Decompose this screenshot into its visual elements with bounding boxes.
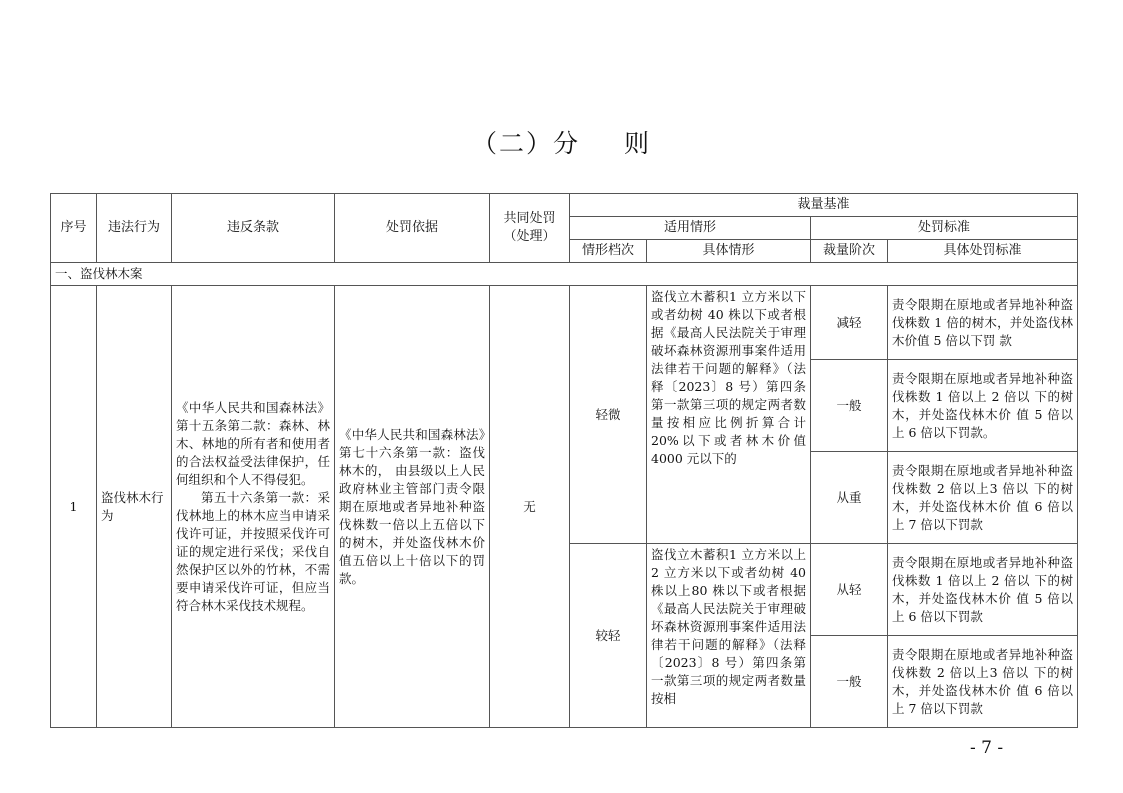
row-basis: 《中华人民共和国森林法》第七十六条第一款：盗伐林木的， 由县级以上人民政府林业主管部门责令限期在原地或者异地补种盗伐株数一倍以上五倍以下的树木，并处盗伐林木价值五倍以上十倍以下的罚款。 (335, 286, 490, 728)
header-standard: 处罚标准 (811, 217, 1078, 240)
header-joint-line1: 共同处罚 (503, 211, 556, 226)
header-behavior: 违法行为 (97, 194, 172, 263)
clause-paragraph-1: 《中华人民共和国森林法》第十五条第二款：森林、林木、林地的所有者和使用者的合法权益受法律保护，任何组织和个人不得侵犯。 (176, 399, 330, 487)
header-clause: 违反条款 (172, 194, 335, 263)
situation-light: 盗伐立木蓄积1 立方米以上 2 立方米以下或者幼树 40 株以上80 株以下或者根据《最高人民法院关于审理破坏森林资源刑事案件适用法律若干问题的解释》（法释〔2023〕8 号）第四条第一款第三项的规定两者数量按相 (647, 544, 811, 728)
page-number: - 7 - (970, 738, 1004, 758)
section-title: 一、盗伐林木案 (51, 263, 1078, 286)
level-general: 一般 (811, 360, 888, 452)
header-benchmark: 裁量基准 (570, 194, 1078, 217)
header-grade: 情形档次 (570, 240, 647, 263)
penalty-lenient: 责令限期在原地或者异地补种盗伐株数 1 倍以上 2 倍以 下的树木，并处盗伐林木价 值 5 倍以上 6 倍以下罚款 (888, 544, 1078, 636)
row-clause (172, 286, 335, 728)
grade-minor: 轻微 (570, 286, 647, 544)
row-behavior: 盗伐林木行为 (97, 286, 172, 728)
header-penalty: 具体处罚标准 (888, 240, 1078, 263)
header-situation: 具体情形 (647, 240, 811, 263)
level-mitigated: 减轻 (811, 286, 888, 360)
header-joint (490, 194, 570, 263)
page-title (0, 124, 1123, 160)
header-joint-line2: （处理） (503, 229, 556, 244)
grade-light: 较轻 (570, 544, 647, 728)
row-seq: 1 (51, 286, 97, 728)
penalty-general: 责令限期在原地或者异地补种盗伐株数 1 倍以上 2 倍以 下的树木，并处盗伐林木价 值 5 倍以上 6 倍以下罚款。 (888, 360, 1078, 452)
penalty-aggravated: 责令限期在原地或者异地补种盗伐株数 2 倍以上3 倍以 下的树木，并处盗伐林木价 值 6 倍以上 7 倍以下罚款 (888, 452, 1078, 544)
header-level: 裁量阶次 (811, 240, 888, 263)
page-title-part1: （二）分 (471, 129, 580, 158)
header-seq: 序号 (51, 194, 97, 263)
row-joint: 无 (490, 286, 570, 728)
penalty-mitigated: 责令限期在原地或者异地补种盗伐株数 1 倍的树木，并处盗伐林木价值 5 倍以下罚 款 (888, 286, 1078, 360)
level-aggravated: 从重 (811, 452, 888, 544)
section-row (51, 263, 1078, 286)
penalty-general-2: 责令限期在原地或者异地补种盗伐株数 2 倍以上3 倍以 下的树木，并处盗伐林木价 值 6 倍以上 7 倍以下罚款 (888, 636, 1078, 728)
clause-paragraph-2: 第五十六条第一款：采伐林地上的林木应当申请采伐许可证，并按照采伐许可证的规定进行采伐；采伐自然保护区以外的竹林，不需要申请采伐许可证，但应当符合林木采伐技术规程。 (176, 489, 330, 613)
header-basis: 处罚依据 (335, 194, 490, 263)
page-title-part2: 则 (624, 129, 652, 158)
situation-minor: 盗伐立木蓄积1 立方米以下或者幼树 40 株以下或者根据《最高人民法院关于审理破坏森林资源刑事案件适用法律若干问题的解释》（法释〔2023〕8 号）第四条第一款第三项的规定两者数量按相应比例折算合计 20%以下或者林木价值 4000 元以下的 (647, 286, 811, 544)
header-row-1 (51, 194, 1078, 217)
header-applicable: 适用情形 (570, 217, 811, 240)
penalty-benchmark-table (50, 193, 1078, 728)
level-general-2: 一般 (811, 636, 888, 728)
table-row (51, 286, 1078, 360)
level-lenient: 从轻 (811, 544, 888, 636)
